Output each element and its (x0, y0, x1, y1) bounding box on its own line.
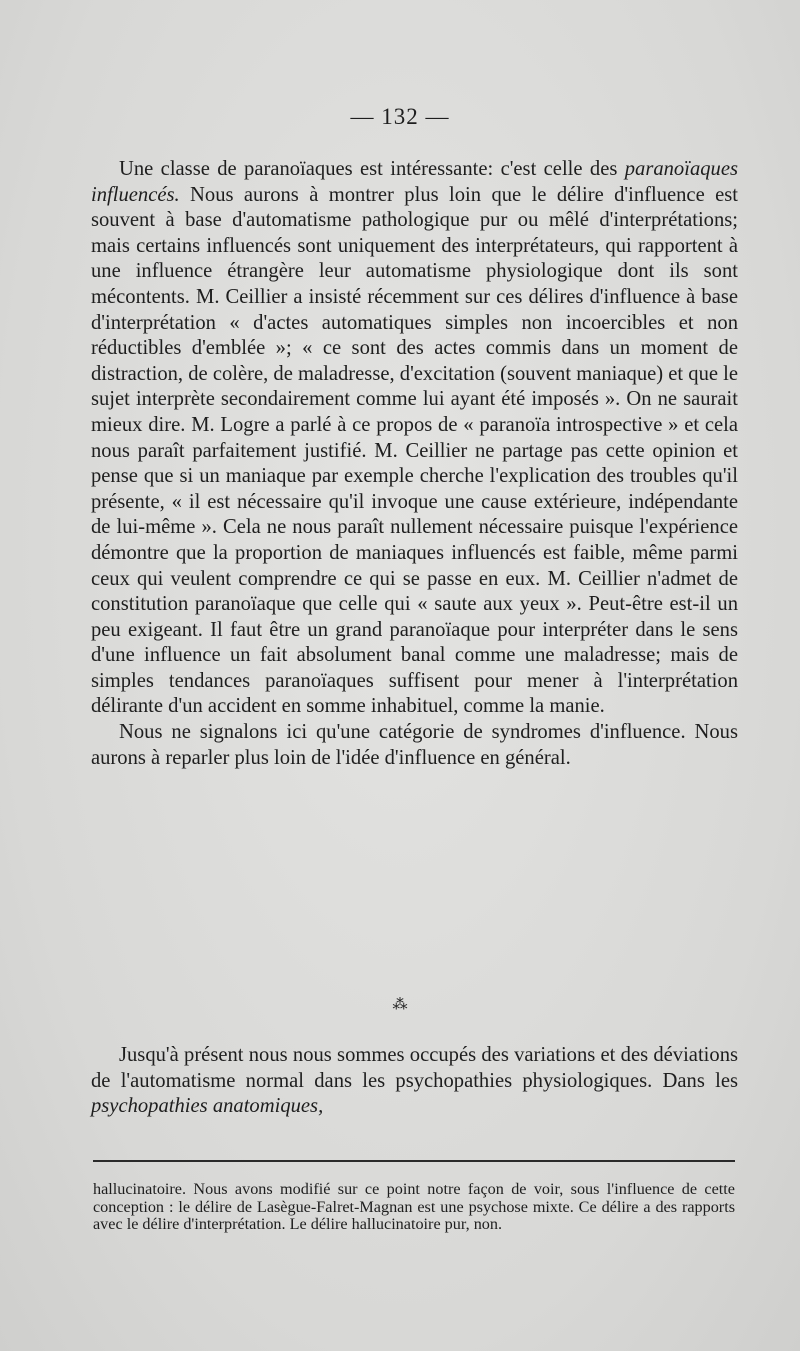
paragraph-1-rest: Nous aurons à montrer plus loin que le délire d'influence est souvent à base d'automatisme pathologique pur ou mêlé d'interprétations; mais certains influencés sont uniquement des interprétateurs, qui rapportent à une influence étrangère leur automatisme physiologique dont ils sont mécontents. M. Ceillier a insisté récemment sur ces délires d'influence à base d'interprétation « d'actes automatiques simples non incoercibles et non réductibles d'emblée »; « ce sont des actes commis dans un moment de distraction, de colère, de maladresse, d'excitation (souvent maniaque) et que le sujet interprète secondairement comme lui ayant été imposés ». On ne saurait mieux dire. M. Logre a parlé à ce propos de « paranoïa introspective » et cela nous paraît parfaitement justifié. M. Ceillier ne partage pas cette opinion et pense que si un maniaque par exemple cherche l'explication des troubles qu'il présente, « il est nécessaire qu'il invoque une cause extérieure, indépendante de lui-même ». Cela ne nous paraît nullement nécessaire puisque l'expérience démontre que la proportion de maniaques influencés est faible, même parmi ceux qui veulent comprendre ce qui se passe en eux. M. Ceillier n'admet de constitution paranoïaque que celle qui « saute aux yeux ». Peut-être est-il un peu exigeant. Il faut être un grand paranoïaque pour interpréter dans le sens d'une influence un fait absolument banal comme une maladresse; mais de simples tendances paranoïaques suffisent pour mener à l'interprétation délirante d'un accident en somme inhabituel, comme la manie. (91, 183, 739, 718)
footnote-divider (93, 1160, 735, 1162)
footnote (93, 1181, 735, 1234)
main-text (91, 157, 738, 771)
page-number: — 132 — (350, 104, 450, 129)
paragraph-3-start: Jusqu'à présent nous nous sommes occupés des variations et des déviations de l'automatisme normal dans les psychopathies physiologiques. Dans les (91, 1044, 738, 1092)
paragraph-influenced-paranoiacs (91, 157, 738, 720)
next-section-text (91, 1043, 738, 1120)
footnote-text: hallucinatoire. Nous avons modifié sur ce point notre façon de voir, sous l'influence de cette conception : le délire de Lasègue-Falret-Magnan est une psychose mixte. Ce délire a des rapports avec le délire d'interprétation. Le délire hallucinatoire pur, non. (93, 1180, 735, 1233)
paragraph-anatomical-psychopathies (91, 1043, 738, 1120)
italic-term-paranoiaques-influences: paranoïaques influencés. (91, 158, 738, 206)
italic-term-psychopathies-anatomiques: psychopathies anatomiques, (91, 1095, 324, 1118)
paragraph-influence-syndromes: Nous ne signalons ici qu'une catégorie de syndromes d'influence. Nous aurons à reparler plus loin de l'idée d'influence en général. (91, 721, 738, 769)
section-separator-asterism: ⁂ (392, 997, 408, 1013)
paragraph-1-start: Une classe de paranoïaques est intéressante: c'est celle des (119, 158, 618, 180)
